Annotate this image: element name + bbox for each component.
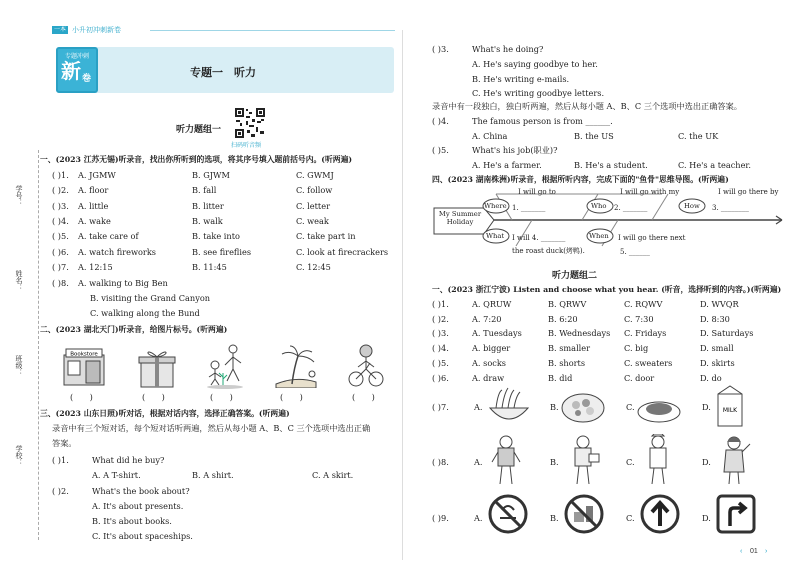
s1-q8-c[interactable]: C. walking along the Bund [90, 308, 200, 318]
s1-option-a[interactable]: A. little [78, 200, 109, 211]
s1-question-number[interactable]: ( )3. [52, 200, 69, 211]
s2-title: 二、(2023 湖北天门)听录音，给图片标号。(听两遍) [40, 325, 228, 334]
no-food-sign-icon [564, 494, 604, 534]
q5-text: What's his job(职业)? [472, 145, 558, 155]
s3-option[interactable]: B. A shirt. [192, 470, 234, 480]
margin-number: 学号： [15, 185, 23, 206]
g2-option-c[interactable]: C. door [624, 372, 655, 383]
g2-option-a[interactable]: A. Tuesdays [472, 328, 522, 339]
q5-option[interactable]: A. He's a farmer. [472, 160, 542, 170]
fishbone-diagram [432, 186, 790, 256]
s1-question-number[interactable]: ( )7. [52, 261, 69, 272]
g2-picture-question-number[interactable]: ( )7. [432, 402, 449, 412]
g2-picture-option-label[interactable]: A. [474, 513, 483, 523]
topic-tag [56, 47, 98, 93]
fish-head-label: My Summer Holiday [438, 210, 482, 226]
s1-option-a[interactable]: A. take care of [78, 231, 139, 242]
fish-t4b: the roast duck(烤鸭). [512, 247, 585, 255]
s1-option-c[interactable]: C. follow [296, 185, 333, 196]
s3-option[interactable]: A. A T-shirt. [92, 470, 141, 480]
q4-option[interactable]: B. the US [574, 131, 614, 141]
g2-picture-option-label[interactable]: D. [702, 457, 711, 467]
header-rule [150, 30, 395, 31]
g2-picture-option-label[interactable]: B. [550, 457, 559, 467]
s1-option-c[interactable]: C. take part in [296, 231, 356, 242]
s1-option-c[interactable]: C. 12:45 [296, 261, 331, 272]
s3-question-number[interactable]: ( )1. [52, 455, 69, 465]
q4-number[interactable]: ( )4. [432, 116, 449, 126]
s2-answer-blank[interactable]: ( ) [280, 392, 303, 402]
s1-question-number[interactable]: ( )1. [52, 170, 69, 180]
s1-question-number[interactable]: ( )4. [52, 215, 69, 226]
no-swimming-sign-icon [488, 494, 528, 534]
g2-question-number[interactable]: ( )3. [432, 328, 449, 339]
g2-picture-option-label[interactable]: A. [474, 402, 483, 412]
s1-option-b[interactable]: B. litter [192, 200, 224, 211]
s3-question-number[interactable]: ( )2. [52, 486, 69, 496]
s1-option-a[interactable]: A. 12:15 [78, 261, 113, 272]
turn-right-sign-icon [716, 494, 756, 534]
s1-q8-num[interactable]: ( )8. [52, 278, 69, 288]
milk-carton-picture [712, 384, 748, 428]
q4-option[interactable]: C. the UK [678, 131, 719, 141]
g2-picture-option-label[interactable]: C. [626, 513, 635, 523]
planting-tree-picture [203, 343, 247, 389]
s1-q8-b[interactable]: B. visiting the Grand Canyon [90, 293, 211, 303]
fish-what: What [486, 232, 505, 240]
g2-option-d[interactable]: D. WVQR [700, 299, 739, 309]
page-divider [402, 30, 403, 560]
s1-title: 一、(2023 江苏无锡)听录音，找出你所听到的选项，将其序号填入题前括号内。(听两遍) [40, 155, 353, 164]
s2-answer-blank[interactable]: ( ) [210, 392, 233, 402]
series-badge-text: 一本 [54, 27, 67, 33]
g2-option-b[interactable]: B. shorts [548, 357, 586, 368]
g2-option-b[interactable]: B. QRWV [548, 299, 587, 309]
margin-school: 学校： [15, 445, 23, 466]
bookstore-picture [62, 347, 106, 387]
s1-option-a[interactable]: A. floor [78, 185, 109, 196]
group1-title: 听力题组一 [176, 125, 222, 135]
g2-option-b[interactable]: B. Wednesdays [548, 328, 611, 339]
s1-option-c[interactable]: C. weak [296, 215, 329, 226]
go-straight-sign-icon [640, 494, 680, 534]
s3-intro-cont: 答案。 [52, 438, 77, 448]
beach-picture [272, 344, 320, 388]
g2-option-b[interactable]: B. did [548, 372, 573, 383]
topic-tag-big: 新 [61, 61, 81, 83]
page-prev-icon[interactable]: ‹ [740, 548, 743, 555]
g2-option-d[interactable]: D. small [700, 343, 734, 354]
g2-option-a[interactable]: A. QRUW [472, 299, 512, 309]
fish-how: How [684, 202, 700, 210]
s1-option-c[interactable]: C. letter [296, 200, 330, 211]
g2-picture-option-label[interactable]: D. [702, 513, 711, 523]
salad-picture [560, 388, 606, 428]
s1-option-b[interactable]: B. take into [192, 231, 240, 242]
s2-answer-blank[interactable]: ( ) [352, 392, 375, 402]
s1-option-b[interactable]: B. fall [192, 185, 217, 196]
fish-when: When [589, 232, 609, 240]
fish-b1[interactable]: 1. _______ [512, 204, 546, 212]
s3-intro: 录音中有三个短对话，每个短对话听两遍，然后从每小题 A、B、C 三个选项中选出正确 [52, 423, 371, 433]
fish-b5[interactable]: 5. ______ [620, 248, 650, 256]
fish-where: Where [484, 202, 507, 210]
q5-number[interactable]: ( )5. [432, 145, 449, 155]
s3-option[interactable]: C. It's about spaceships. [92, 531, 193, 541]
g2-option-a[interactable]: A. 7:20 [472, 313, 502, 324]
g2-option-c[interactable]: C. big [624, 343, 649, 354]
s3-option[interactable]: A. It's about presents. [92, 501, 184, 511]
s1-option-a[interactable]: A. JGMW [78, 170, 116, 180]
q3-text: What's he doing? [472, 44, 544, 54]
topic-tag-small: 卷 [82, 73, 92, 83]
g2-picture-option-label[interactable]: D. [702, 402, 711, 412]
g2-option-c[interactable]: C. sweaters [624, 357, 673, 368]
q4-option[interactable]: A. China [472, 131, 508, 141]
g2-option-c[interactable]: C. Fridays [624, 328, 667, 339]
g2-picture-option-label[interactable]: B. [550, 402, 559, 412]
group2-title: 听力题组二 [552, 271, 598, 281]
g2-picture-option-label[interactable]: C. [626, 402, 635, 412]
worker-picture [486, 434, 526, 486]
doctor-picture [638, 434, 678, 486]
q4-text: The famous person is from ______. [472, 116, 613, 126]
s1-option-c[interactable]: C. look at firecrackers [296, 246, 389, 257]
q5-option[interactable]: C. He's a teacher. [678, 160, 752, 170]
qr-code-icon[interactable] [234, 107, 266, 139]
g2-question-number[interactable]: ( )4. [432, 343, 449, 354]
g2-option-a[interactable]: A. bigger [472, 343, 511, 354]
g2-question-number[interactable]: ( )1. [432, 299, 449, 309]
fish-b3[interactable]: 3. ________ [712, 204, 749, 212]
postman-picture [563, 434, 603, 486]
g2-option-d[interactable]: D. skirts [700, 357, 735, 368]
g2-option-d[interactable]: D. 8:30 [700, 313, 730, 324]
noodles-picture [486, 386, 532, 428]
q3-option[interactable]: A. He's saying goodbye to her. [472, 59, 598, 69]
g2-question-number[interactable]: ( )6. [432, 372, 449, 383]
milk-label: MILK [722, 407, 738, 414]
s3-question-text: What did he buy? [92, 455, 165, 465]
s1-question-number[interactable]: ( )6. [52, 246, 69, 257]
g2-option-b[interactable]: B. 6:20 [548, 313, 578, 324]
fish-b2[interactable]: 2. _______ [614, 204, 648, 212]
s2-answer-blank[interactable]: ( ) [142, 392, 165, 402]
fish-t2: I will go with my [620, 188, 680, 196]
g2-picture-option-label[interactable]: C. [626, 457, 635, 467]
s1-option-a[interactable]: A. watch fireworks [78, 246, 156, 257]
g2-picture-question-number[interactable]: ( )8. [432, 457, 449, 467]
g2-picture-option-label[interactable]: A. [474, 457, 483, 467]
s1-option-b[interactable]: B. 11:45 [192, 261, 227, 272]
margin-class: 班级： [15, 355, 23, 376]
gift-box-picture [137, 347, 177, 389]
fish-t3: I will go there by [718, 188, 779, 196]
monologue-intro: 录音中有一段独白，独白听两遍，然后从每小题 A、B、C 三个选项中选出正确答案。 [432, 101, 742, 111]
s1-option-c[interactable]: C. GWMJ [296, 170, 334, 180]
q3-option[interactable]: B. He's writing e-mails. [472, 73, 570, 84]
binding-line [38, 150, 39, 540]
g2-s1-title: 一、(2023 浙江宁波) Listen and choose what you hear. (听音，选择听到的内容。)(听两遍) [432, 285, 782, 294]
topic-title: 专题一 听力 [190, 67, 256, 79]
s1-option-b[interactable]: B. GJWM [192, 170, 230, 180]
s3-title: 三、(2023 山东日照)听对话，根据对话内容，选择正确答案。(听两遍) [40, 409, 290, 418]
s3-option[interactable]: B. It's about books. [92, 516, 172, 526]
margin-name: 姓名： [15, 270, 23, 291]
g2-option-d[interactable]: D. Saturdays [700, 328, 754, 339]
s1-option-b[interactable]: B. walk [192, 215, 223, 226]
g2-question-number[interactable]: ( )2. [432, 313, 449, 324]
series-title: 小升初冲刺新卷 [72, 27, 121, 34]
teacher-picture [714, 434, 754, 486]
g2-picture-option-label[interactable]: B. [550, 513, 559, 523]
g2-option-c[interactable]: C. RQWV [624, 299, 663, 309]
g2-picture-question-number[interactable]: ( )9. [432, 513, 449, 523]
q5-option[interactable]: B. He's a student. [574, 160, 648, 170]
bookstore-sign-text: Bookstore [70, 351, 98, 358]
g2-option-d[interactable]: D. do [700, 372, 722, 383]
cycling-picture [346, 343, 386, 389]
s1-question-number[interactable]: ( )2. [52, 185, 69, 196]
g2-option-b[interactable]: B. smaller [548, 343, 591, 354]
s4-title: 四、(2023 湖南株洲)听录音，根据所听内容，完成下面的"鱼骨"思维导图。(听两遍) [432, 175, 729, 184]
g2-question-number[interactable]: ( )5. [432, 357, 449, 368]
s1-option-b[interactable]: B. see fireflies [192, 246, 252, 257]
fish-t1: I will go to [518, 188, 556, 196]
g2-option-a[interactable]: A. socks [472, 357, 506, 368]
page-number: 01 [750, 548, 758, 555]
qr-caption: 扫码听音频 [231, 143, 262, 149]
fish-t4[interactable]: I will 4. _______ [512, 234, 566, 242]
g2-option-c[interactable]: C. 7:30 [624, 313, 654, 324]
g2-option-a[interactable]: A. draw [472, 372, 505, 383]
s1-question-number[interactable]: ( )5. [52, 231, 69, 242]
s3-option[interactable]: C. A skirt. [312, 470, 354, 480]
s2-answer-blank[interactable]: ( ) [70, 392, 93, 402]
meat-dish-picture [636, 392, 682, 426]
fish-t5: I will go there next [618, 234, 686, 242]
s1-option-a[interactable]: A. wake [78, 215, 111, 226]
s3-question-text: What's the book about? [92, 486, 190, 496]
q3-number[interactable]: ( )3. [432, 44, 449, 54]
fish-who: Who [591, 202, 607, 210]
s1-q8-a[interactable]: A. walking to Big Ben [78, 278, 168, 288]
q3-option[interactable]: C. He's writing goodbye letters. [472, 88, 605, 98]
page-next-icon[interactable]: › [765, 548, 768, 555]
topic-tag-top: 专题冲刺 [64, 54, 89, 60]
series-badge [52, 26, 68, 34]
